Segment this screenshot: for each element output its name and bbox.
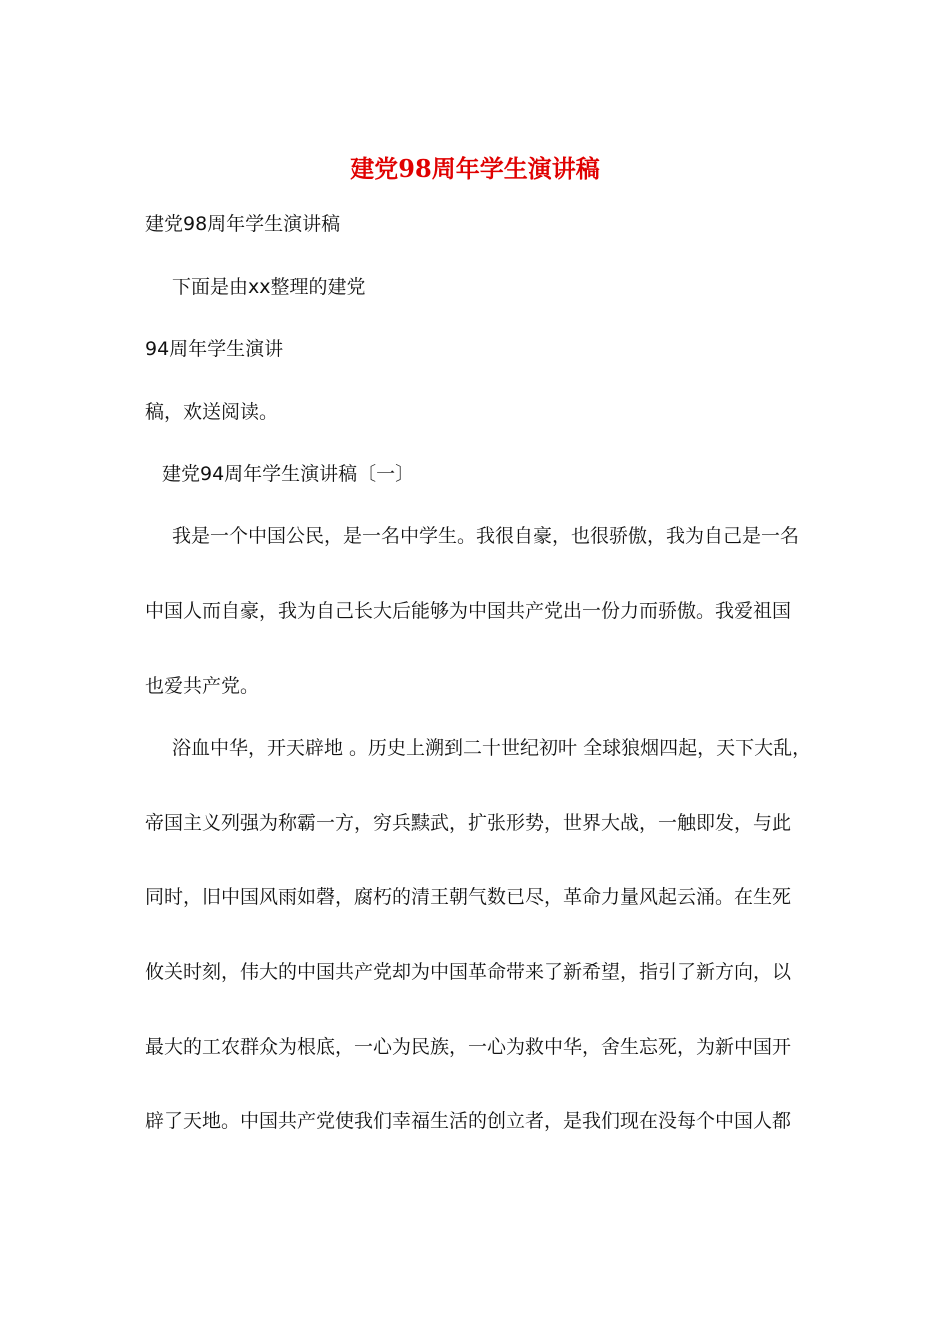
paragraph-2-line-1: 浴血中华，开天辟地 。历史上溯到二十世纪初叶 全球狼烟四起，天下大乱，: [172, 737, 812, 759]
intro-line-2: 94周年学生演讲: [145, 338, 284, 360]
section-heading: 建党94周年学生演讲稿〔一〕: [162, 463, 415, 485]
intro-line-1: 下面是由xx整理的建党: [172, 276, 366, 298]
paragraph-1-line-2: 中国人而自豪，我为自己长大后能够为中国共产党出一份力而骄傲。我爱祖国: [145, 600, 792, 622]
paragraph-2-line-6: 辟了天地。中国共产党使我们幸福生活的创立者，是我们现在没每个中国人都: [145, 1110, 792, 1132]
paragraph-1-line-3: 也爱共产党。: [145, 675, 260, 697]
paragraph-2-line-4: 攸关时刻，伟大的中国共产党却为中国革命带来了新希望，指引了新方向，以: [145, 961, 792, 983]
paragraph-2-line-2: 帝国主义列强为称霸一方，穷兵黩武，扩张形势，世界大战，一触即发，与此: [145, 812, 792, 834]
subtitle-line: 建党98周年学生演讲稿: [145, 213, 341, 235]
intro-line-3: 稿，欢送阅读。: [145, 401, 279, 423]
paragraph-2-line-5: 最大的工农群众为根底，一心为民族，一心为救中华，舍生忘死，为新中国开: [145, 1036, 792, 1058]
paragraph-2-line-3: 同时，旧中国风雨如磬，腐朽的清王朝气数已尽，革命力量风起云涌。在生死: [145, 886, 792, 908]
document-title: 建党98周年学生演讲稿: [350, 154, 600, 183]
paragraph-1-line-1: 我是一个中国公民，是一名中学生。我很自豪，也很骄傲，我为自己是一名: [172, 525, 800, 547]
